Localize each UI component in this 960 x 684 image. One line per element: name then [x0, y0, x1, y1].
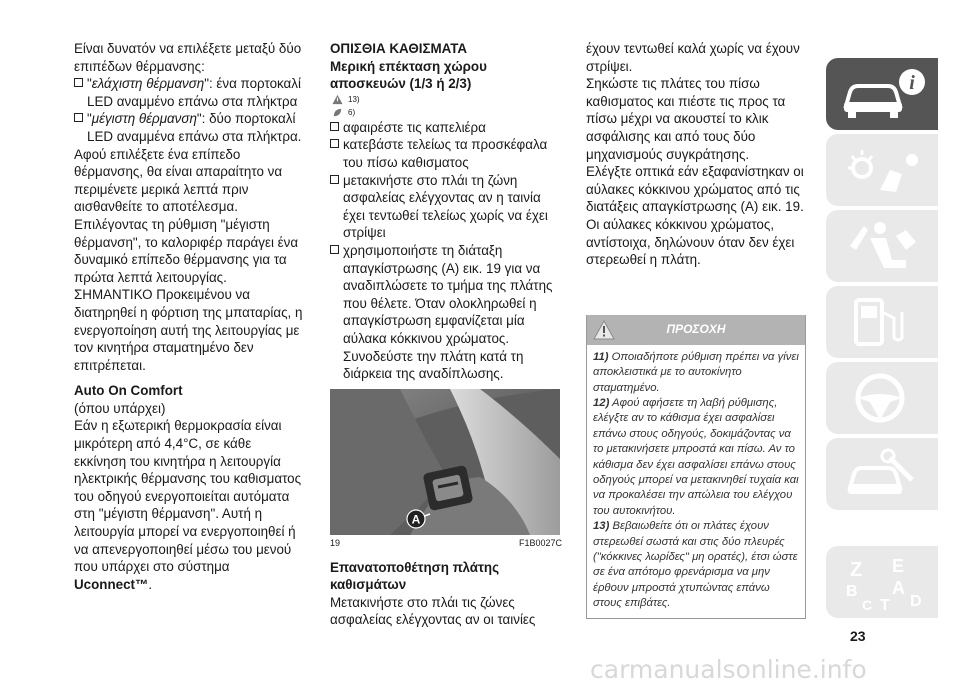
warning-body [587, 345, 805, 618]
tab-dashboard-warning[interactable] [826, 134, 938, 206]
list-item: αφαιρέστε τις καπελιέρα [330, 119, 562, 137]
svg-text:T: T [880, 597, 890, 612]
fuel-pump-icon [840, 292, 930, 352]
figure-code: F1B0027C [518, 537, 562, 548]
section-heading: ΟΠΙΣΘΙΑ ΚΑΘΙΣΜΑΤΑ [330, 41, 468, 56]
warning-item: 13) Βεβαιωθείτε ότι οι πλάτες έχουν στερεωθεί σωστά και στις δύο πλευρές ("κόκκινες λωρίδες" μη ορατές), έτσι ώστε σε ένα απότομο φρενάρισμα να μην έρθουν μπροστά χτυπώντας επάνω στους επιβάτες. [593, 520, 798, 610]
tab-steering[interactable] [826, 362, 938, 434]
wrench-car-icon [840, 444, 930, 504]
index-icon [840, 552, 930, 612]
warning-box [586, 315, 806, 619]
body-paragraph: έχουν τεντωθεί καλά χωρίς να έχουν στρίψει. [586, 41, 800, 74]
max-heat-label: μέγιστη θέρμανση [91, 111, 197, 127]
body-paragraph: Αφού επιλέξετε ένα επίπεδο θέρμανσης, θα είναι απαραίτητο να περιμένετε μερικά λεπτά πριν αισθανθείτε το αποτέλεσμα. [74, 146, 283, 215]
tab-maintenance[interactable] [826, 438, 938, 510]
checkbox-bullet-icon [330, 122, 339, 131]
svg-text:i: i [909, 72, 915, 94]
svg-text:C: C [862, 597, 873, 612]
column-left [74, 40, 304, 593]
intro-paragraph: Είναι δυνατόν να επιλέξετε μεταξύ δύο επιπέδων θέρμανσης: [74, 41, 302, 74]
checkbox-bullet-icon [74, 78, 83, 87]
svg-text:E: E [892, 556, 905, 576]
important-paragraph: ΣΗΜΑΝΤΙΚΟ Προκειμένου να διατηρηθεί η φόρτιση της μπαταρίας, η ενεργοποίηση αυτή της λειτουργίας με τον κινητήρα σταματημένο δεν επιτρέπεται. [74, 287, 303, 373]
watermark: carmanualsonline.info [590, 655, 867, 684]
warning-title: ΠΡΟΣΟΧΗ [666, 321, 726, 336]
dashboard-warning-icon [840, 140, 930, 200]
min-heat-label: ελάχιστη θέρμανση [91, 76, 205, 92]
svg-text:D: D [910, 593, 922, 610]
body-paragraph: Εάν η εξωτερική θερμοκρασία είναι μικρότερη από 4,4°C, σε κάθε εκκίνηση του κινητήρα η λειτουργία ηλεκτρικής θέρμανσης του καθισματος του οδηγού ενεργοποιείται αυτόματα στη "μέγιστη θέρμανση". Αυτή η λειτουργία μπορεί να ενεργοποιηθεί ή να απενεργοποιηθεί μέσω του μενού που υπάρχει στο σύστημα Uconnect™. [74, 418, 302, 592]
checkbox-bullet-icon [330, 139, 339, 148]
tab-car-info[interactable] [826, 58, 938, 130]
warning-triangle-icon [332, 94, 343, 105]
tab-fuel[interactable] [826, 286, 938, 358]
svg-text:A: A [892, 578, 905, 598]
steering-wheel-icon [840, 368, 930, 428]
figure-number: 19 [330, 537, 341, 548]
figure-seat-release [330, 389, 560, 535]
car-info-icon [840, 64, 930, 124]
svg-text:B: B [846, 583, 858, 600]
warning-item: 12) Αφού αφήσετε τη λαβή ρύθμισης, ελέγξτε αν το κάθισμα έχει ασφαλίσει επάνω στους οδηγούς, δοκιμάζοντας να το μετακινήσετε μπροστά και πίσω. Αν το κάθισμα δεν έχει ασφαλίσει επάνω στους οδηγούς μπορεί να μετακινηθεί τυχαία και να προκαλέσει την απώλεια του ελέγχου του αυτοκινήτου. [593, 396, 799, 517]
svg-text:Z: Z [850, 559, 863, 581]
checkbox-bullet-icon [330, 175, 339, 184]
section-heading: Auto On Comfort [74, 383, 183, 399]
list-item: κατεβάστε τελείως τα προσκέφαλα του πίσω καθισματος [330, 136, 562, 171]
page-number: 23 [850, 628, 866, 644]
leaf-note-icon [332, 107, 343, 118]
body-paragraph: Μετακινήστε στο πλάι τις ζώνες ασφαλείας ελέγχοντας αν οι ταινίες [330, 594, 536, 628]
column-middle [330, 40, 562, 629]
list-item: χρησιμοποιήστε τη διάταξη απαγκίστρωσης (A) εικ. 19 για να αναδιπλώσετε το τμήμα της πλάτης που θέλετε. Όταν ολοκληρωθεί η απαγκίστρωση εμφανίζεται μία αύλακα κόκκινου χρώματος. Συνοδεύστε την πλάτη κατά τη διάρκεια της αναδίπλωσης. [330, 242, 562, 383]
list-item: "μέγιστη θέρμανση": δύο πορτοκαλί LED αναμμένα επάνω στα πλήκτρα. [74, 110, 304, 145]
body-paragraph: Επιλέγοντας τη ρύθμιση "μέγιστη θέρμανση", το καλοριφέρ παράγει ένα δυναμικό επίπεδο θέρμανσης για τα πρώτα λεπτά λειτουργίας. [74, 216, 299, 285]
uconnect-label: Uconnect™ [74, 576, 149, 592]
checkbox-bullet-icon [74, 113, 83, 122]
subsection-heading: Επανατοποθέτηση πλάτης καθισμάτων [330, 559, 500, 593]
tab-index[interactable] [826, 546, 938, 618]
seat-release-photo [330, 389, 560, 535]
warning-triangle-icon [593, 320, 615, 340]
subsection-heading: Μερική επέκταση χώρου αποσκευών (1/3 ή 2/3) [330, 58, 487, 92]
list-item: "ελάχιστη θέρμανση": ένα πορτοκαλί LED αναμμένο επάνω στα πλήκτρα [74, 75, 304, 110]
tab-seat-safety[interactable] [826, 210, 938, 282]
figure-caption [330, 537, 562, 549]
warning-reference: 13) [332, 93, 562, 106]
list-item: μετακινήστε στο πλάι τη ζώνη ασφαλείας ελέγχοντας αν η ταινία έχει τεντωθεί τελείως χωρίς να έχει στρίψει [330, 172, 562, 242]
warning-header [587, 315, 805, 345]
column-right [586, 40, 818, 619]
body-paragraph: Σηκώστε τις πλάτες του πίσω καθισματος και πιέστε τις προς τα πίσω μέχρι να ακουστεί το κλικ ασφάλισης και από τους δύο μηχανισμούς συγκράτησης. [586, 76, 786, 162]
seat-safety-icon [840, 216, 930, 276]
availability-note: (όπου υπάρχει) [74, 400, 166, 416]
body-paragraph: Ελέγξτε οπτικά εάν εξαφανίστηκαν οι αύλακες κόκκινου χρώματος από τις διατάξεις απαγκίστρωσης (A) εικ. 19. Οι αύλακες κόκκινου χρώματος, αντίστοιχα, δηλώνουν όταν δεν έχει στερεωθεί η πλάτη. [586, 164, 804, 268]
checkbox-bullet-icon [330, 245, 339, 254]
figure-callout-a: A [411, 512, 421, 527]
warning-item: 11) Οποιαδήποτε ρύθμιση πρέπει να γίνει αποκλειστικά με το αυτοκίνητο σταματημένο. [593, 350, 799, 394]
note-reference: 6) [332, 106, 562, 119]
